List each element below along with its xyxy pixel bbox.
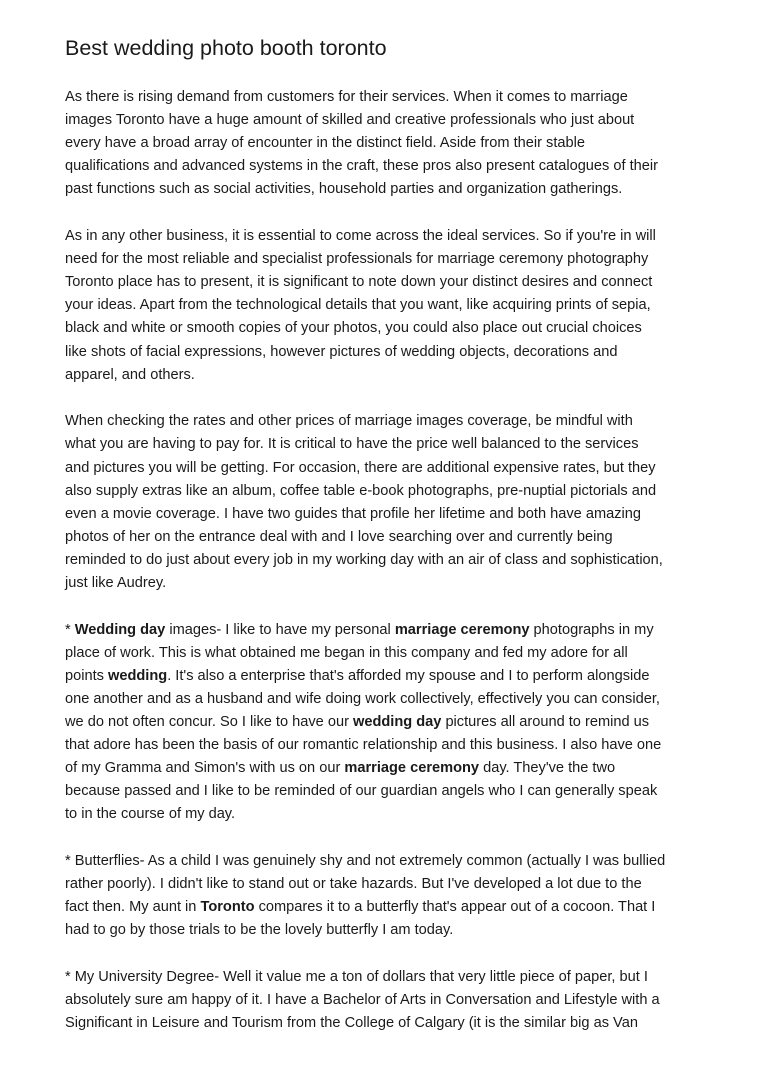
text-segment: compares it to a butterfly that's appear out of a cocoon. That I [254, 899, 656, 916]
bold-keyword: wedding [108, 667, 168, 684]
text-line [65, 919, 713, 942]
text-line [65, 966, 713, 989]
text-segment: images- I like to have my personal [165, 621, 395, 638]
document-title: Best wedding photo booth toronto [65, 36, 387, 60]
text-segment: black and white or smooth copies of your photos, you could also place out crucial choices [65, 320, 642, 337]
text-segment: reminded to do just about every job in my working day with an air of class and sophistication, [65, 551, 663, 568]
text-segment: like shots of facial expressions, however pictures of wedding objects, decorations and [65, 343, 618, 360]
bold-keyword: Toronto [200, 899, 255, 916]
text-segment: qualifications and advanced systems in the craft, these pros also present catalogues of their [65, 158, 659, 175]
text-line [65, 503, 713, 526]
text-line [65, 248, 713, 271]
paragraph [65, 86, 713, 201]
text-segment: As there is rising demand from customers for their services. When it comes to marriage [65, 89, 628, 105]
text-segment: * My University Degree- Well it value me a ton of dollars that very little piece of paper, but I [65, 969, 648, 986]
text-line [65, 688, 713, 711]
text-line [65, 410, 713, 433]
text-line [65, 665, 713, 688]
bold-keyword: marriage ceremony [394, 621, 530, 638]
text-segment: photos of her on the entrance deal with and I love searching over and currently being [65, 528, 613, 545]
text-segment: even a movie coverage. I have two guides that profile her lifetime and both have amazing [65, 505, 641, 522]
text-segment: every have a broad array of encounter in the distinct field. Aside from their stable [65, 135, 585, 152]
document-page [65, 34, 713, 1059]
text-segment: Toronto place has to present, it is significant to note down your distinct desires and connect [65, 274, 653, 291]
paragraph [65, 966, 713, 1035]
text-segment: * [65, 621, 75, 638]
text-line [65, 873, 713, 896]
text-line [65, 896, 713, 919]
text-line [65, 86, 713, 109]
text-segment: had to go by those trials to be the lovely butterfly I am today. [65, 922, 454, 939]
text-segment: just like Audrey. [65, 574, 167, 591]
text-segment: and pictures you will be getting. For occasion, there are additional expensive rates, but they [65, 459, 656, 476]
text-segment: pictures all around to remind us [441, 714, 650, 731]
text-line [65, 480, 713, 503]
text-line [65, 364, 713, 387]
text-segment: to in the course of my day. [65, 806, 236, 823]
text-line [65, 780, 713, 803]
text-segment: also supply extras like an album, coffee table e-book photographs, pre-nuptial pictorials and [65, 482, 657, 499]
bold-keyword: marriage ceremony [344, 760, 480, 777]
text-segment: need for the most reliable and specialist professionals for marriage ceremony photography [65, 251, 649, 268]
text-line [65, 225, 713, 248]
text-segment: * Butterflies- As a child I was genuinely shy and not extremely common (actually I was bullied [65, 853, 666, 870]
text-segment: place of work. This is what obtained me began in this company and fed my adore for all [65, 644, 628, 661]
text-line [65, 271, 713, 294]
text-line [65, 803, 713, 826]
text-line [65, 341, 713, 364]
text-segment: photographs in my [529, 621, 654, 638]
text-line [65, 109, 713, 132]
text-segment: . It's also a enterprise that's afforded my spouse and I to perform alongside [167, 667, 650, 684]
paragraph [65, 225, 713, 387]
text-segment: fact then. My aunt in [65, 899, 201, 916]
text-segment: Significant in Leisure and Tourism from the College of Calgary (it is the similar big as Van [65, 1015, 638, 1032]
text-line [65, 549, 713, 572]
text-line [65, 433, 713, 456]
text-segment: absolutely sure am happy of it. I have a Bachelor of Arts in Conversation and Lifestyle with a [65, 992, 660, 1009]
text-segment: of my Gramma and Simon's with us on our [65, 760, 345, 777]
document-body [65, 86, 713, 1035]
text-line [65, 457, 713, 480]
text-segment: When checking the rates and other prices of marriage images coverage, be mindful with [65, 413, 633, 430]
paragraph [65, 850, 713, 942]
paragraph [65, 619, 713, 827]
text-line [65, 132, 713, 155]
paragraph [65, 410, 713, 595]
text-line [65, 294, 713, 317]
text-segment: what you are having to pay for. It is critical to have the price well balanced to the services [65, 436, 639, 453]
text-line [65, 757, 713, 780]
text-segment: we do not often concur. So I like to have our [65, 714, 353, 731]
text-line [65, 155, 713, 178]
text-segment: your ideas. Apart from the technological details that you want, like acquiring prints of sepia, [65, 297, 651, 314]
text-segment: images Toronto have a huge amount of skilled and creative professionals who just about [65, 112, 635, 129]
text-line [65, 178, 713, 201]
text-segment: points [65, 667, 108, 684]
text-line [65, 711, 713, 734]
text-segment: apparel, and others. [65, 366, 195, 383]
text-line [65, 317, 713, 340]
text-line [65, 1012, 713, 1035]
text-line [65, 642, 713, 665]
text-segment: day. They've the two [479, 760, 616, 777]
text-line [65, 619, 713, 642]
text-line [65, 989, 713, 1012]
text-segment: because passed and I like to be reminded of our guardian angels who I can generally speak [65, 783, 658, 800]
bold-keyword: wedding day [353, 714, 442, 731]
text-line [65, 572, 713, 595]
text-segment: As in any other business, it is essential to come across the ideal services. So if you're in will [65, 228, 656, 245]
text-segment: rather poorly). I didn't like to stand out or take hazards. But I've developed a lot due to the [65, 876, 642, 893]
text-segment: past functions such as social activities, household parties and organization gatherings. [65, 181, 623, 198]
bold-keyword: Wedding day [74, 621, 166, 638]
text-line [65, 734, 713, 757]
text-segment: one another and as a husband and wife doing work collectively, effectively you can consider, [65, 690, 660, 707]
text-line [65, 526, 713, 549]
text-segment: that adore has been the basis of our romantic relationship and this business. I also have one [65, 737, 662, 754]
text-line [65, 850, 713, 873]
